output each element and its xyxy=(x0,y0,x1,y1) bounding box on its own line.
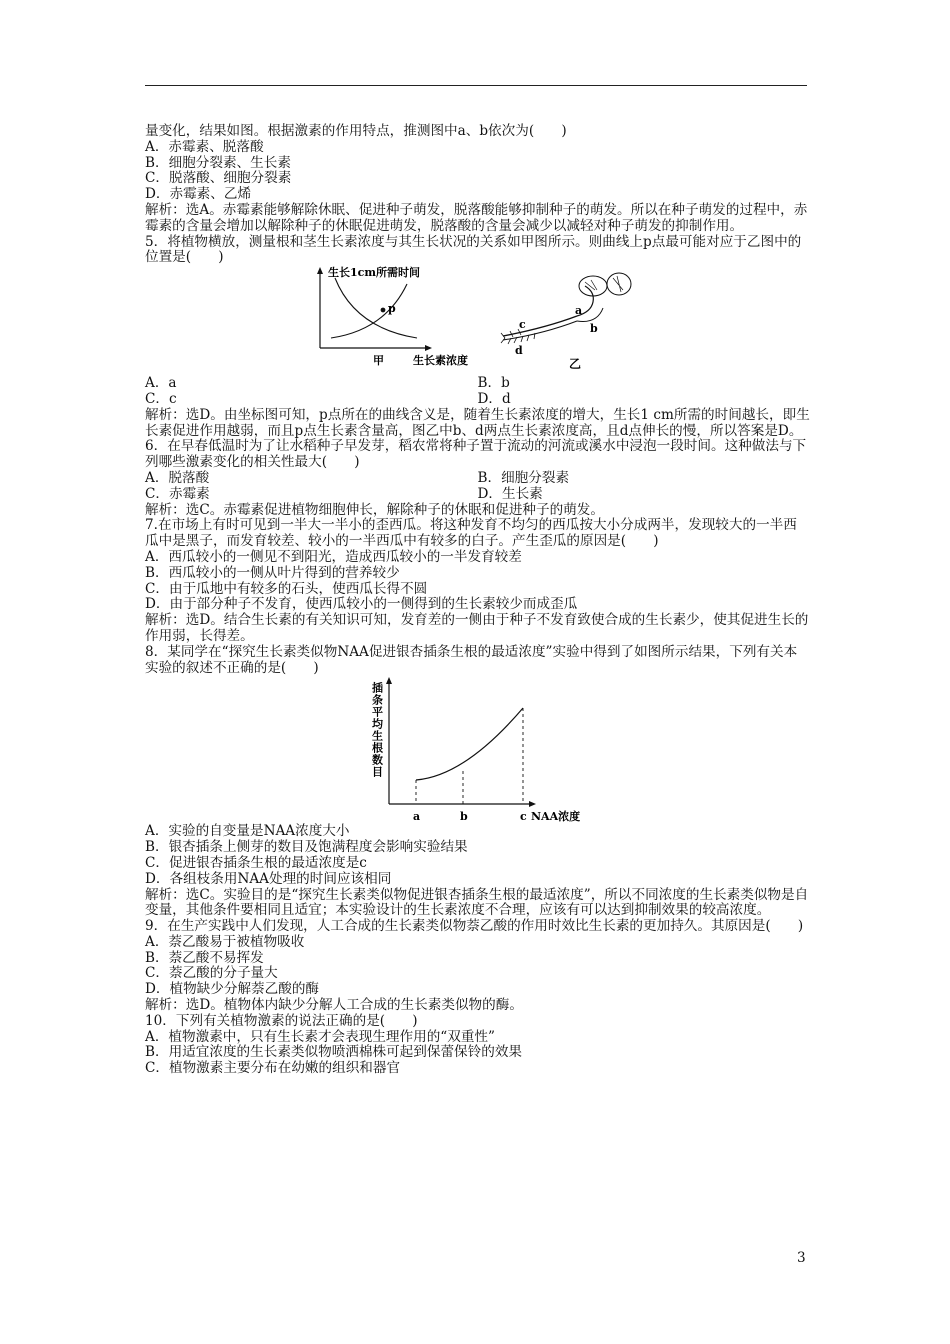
jia-caption: 甲 xyxy=(373,354,384,368)
q8-analysis: 解析：选C。实验目的是“探究生长素类似物促进银杏插条生根的最适浓度”，所以不同浓度的生长素类似物是自变量，其他条件要相同且适宜；本实验设计的生长素浓度不合理，应该有可以达到抑制效果的较高浓度。 xyxy=(145,886,809,919)
q7-analysis: 解析：选D。结合生长素的有关知识可知，发育差的一侧由于种子不发育致使合成的生长素少，使其促进生长的作用弱，长得差。 xyxy=(145,612,809,644)
q8-figure-svg xyxy=(145,676,810,824)
q4-option-a: A．赤霉素、脱落酸 xyxy=(145,138,264,155)
q6-analysis: 解析：选C。赤霉素促进植物细胞伸长，解除种子的休眠和促进种子的萌发。 xyxy=(145,501,604,518)
q8-tick-a: a xyxy=(413,810,421,824)
q4-option-b: B．细胞分裂素、生长素 xyxy=(145,154,291,171)
q8-ylabel: 插条平均生根数目 xyxy=(370,682,384,779)
q7-stem: 7.在市场上有时可见到一半大一半小的歪西瓜。将这种发育不均匀的西瓜按大小分成两半，发现较大的一半西瓜中是黑子，而发育较差、较小的一半西瓜中有较多的白子。产生歪瓜的原因是( ) xyxy=(145,517,797,550)
q8-figure xyxy=(145,676,810,824)
fig-yi xyxy=(501,273,631,371)
q6-option-b: B．细胞分裂素 xyxy=(477,469,570,486)
yi-label-a: a xyxy=(575,304,583,318)
yi-label-b: b xyxy=(590,322,598,336)
q5-option-a: A．a xyxy=(145,375,177,392)
q5-figure-svg xyxy=(145,266,810,376)
q8-xlabel: NAA浓度 xyxy=(531,810,581,824)
q4-option-c: C．脱落酸、细胞分裂素 xyxy=(145,170,292,187)
q9-analysis: 解析：选D。植物体内缺少分解人工合成的生长素类似物的酶。 xyxy=(145,997,523,1014)
q7-option-d: D．由于部分种子不发育，使西瓜较小的一侧得到的生长素较少而成歪瓜 xyxy=(145,596,578,613)
q9-option-a: A．萘乙酸易于被植物吸收 xyxy=(145,933,305,950)
q8-tick-b: b xyxy=(460,810,468,824)
q7-option-c: C．由于瓜地中有较多的石头，使西瓜长得不圆 xyxy=(145,580,428,597)
q6-options-row-1 xyxy=(145,471,810,487)
q6-options-row-2 xyxy=(145,487,810,503)
q5-options-row-1 xyxy=(145,376,810,392)
q8-option-a: A．实验的自变量是NAA浓度大小 xyxy=(145,823,350,840)
q8-option-b: B．银杏插条上侧芽的数目及饱满程度会影响实验结果 xyxy=(145,839,468,856)
q5-options-row-2 xyxy=(145,392,810,408)
q6-option-c: C．赤霉素 xyxy=(145,485,210,502)
q6-stem: 6．在早春低温时为了让水稻种子早发芽，稻农常将种子置于流动的河流或溪水中浸泡一段时间。这种做法与下列哪些激素变化的相关性最大( ) xyxy=(145,438,807,471)
q9-option-b: B．萘乙酸不易挥发 xyxy=(145,949,264,966)
header-rule xyxy=(145,85,807,86)
q8-option-c: C．促进银杏插条生根的最适浓度是c xyxy=(145,854,367,871)
q10-option-a: A．植物激素中，只有生长素才会表现生理作用的“双重性” xyxy=(145,1028,495,1045)
q6-option-d: D．生长素 xyxy=(477,485,543,502)
q4-stem: 量变化，结果如图。根据激素的作用特点，推测图中a、b依次为( ) xyxy=(145,123,567,139)
q9-option-c: C．萘乙酸的分子量大 xyxy=(145,965,278,982)
q6-option-a: A．脱落酸 xyxy=(145,469,210,486)
yi-caption: 乙 xyxy=(569,357,582,372)
q10-option-b: B．用适宜浓度的生长素类似物喷洒棉株可起到保蕾保铃的效果 xyxy=(145,1044,523,1061)
q5-figures xyxy=(145,266,810,376)
q5-option-c: C．c xyxy=(145,390,177,407)
q5-analysis: 解析：选D。由坐标图可知，p点所在的曲线含义是，随着生长素浓度的增大，生长1 cm所需的时间越长，即生长素促进作用越弱，而且p点生长素含量高，图乙中b、d两点生长素浓度高，且d点伸长的慢，所以答案是D。 xyxy=(145,406,810,439)
point-p xyxy=(381,308,386,313)
jia-xlabel: 生长素浓度 xyxy=(413,354,468,368)
q4-analysis: 解析：选A。赤霉素能够解除休眠、促进种子萌发，脱落酸能够抑制种子的萌发。所以在种子萌发的过程中，赤霉素的含量会增加以解除种子的休眠促进萌发，脱落酸的含量会减少以减轻对种子萌发的抑制作用。 xyxy=(145,201,808,234)
q10-option-c: C．植物激素主要分布在幼嫩的组织和器官 xyxy=(145,1060,401,1077)
q5-stem: 5．将植物横放，测量根和茎生长素浓度与其生长状况的关系如甲图所示。则曲线上p点最可能对应于乙图中的位置是( ) xyxy=(145,233,802,266)
q8-stem: 8．某同学在“探究生长素类似物NAA促进银杏插条生根的最适浓度”实验中得到了如图所示结果，下列有关本实验的叙述不正确的是( ) xyxy=(145,643,798,676)
q8-tick-c: c xyxy=(520,810,527,824)
q5-option-d: D．d xyxy=(477,390,511,407)
jia-ylabel: 生长1cm所需时间 xyxy=(328,266,420,280)
q4-option-d: D．赤霉素、乙烯 xyxy=(145,186,252,203)
q10-stem: 10．下列有关植物激素的说法正确的是( ) xyxy=(145,1012,418,1029)
naa-curve xyxy=(416,708,523,780)
q9-stem: 9．在生产实践中人们发现，人工合成的生长素类似物萘乙酸的作用时效比生长素的更加持久。其原因是( ) xyxy=(145,918,804,935)
fig-jia xyxy=(317,266,468,367)
yi-label-c: c xyxy=(519,318,526,332)
q9-option-d: D．植物缺少分解萘乙酸的酶 xyxy=(145,981,320,998)
q5-option-b: B．b xyxy=(477,375,510,392)
q8-option-d: D．各组枝条用NAA处理的时间应该相同 xyxy=(145,870,392,887)
yi-label-d: d xyxy=(515,344,523,358)
q7-option-b: B．西瓜较小的一侧从叶片得到的营养较少 xyxy=(145,564,400,581)
label-p: p xyxy=(388,302,396,316)
q7-option-a: A．西瓜较小的一侧见不到阳光，造成西瓜较小的一半发育较差 xyxy=(145,548,522,565)
document-body xyxy=(145,124,810,1077)
page-number: 3 xyxy=(797,1250,806,1266)
